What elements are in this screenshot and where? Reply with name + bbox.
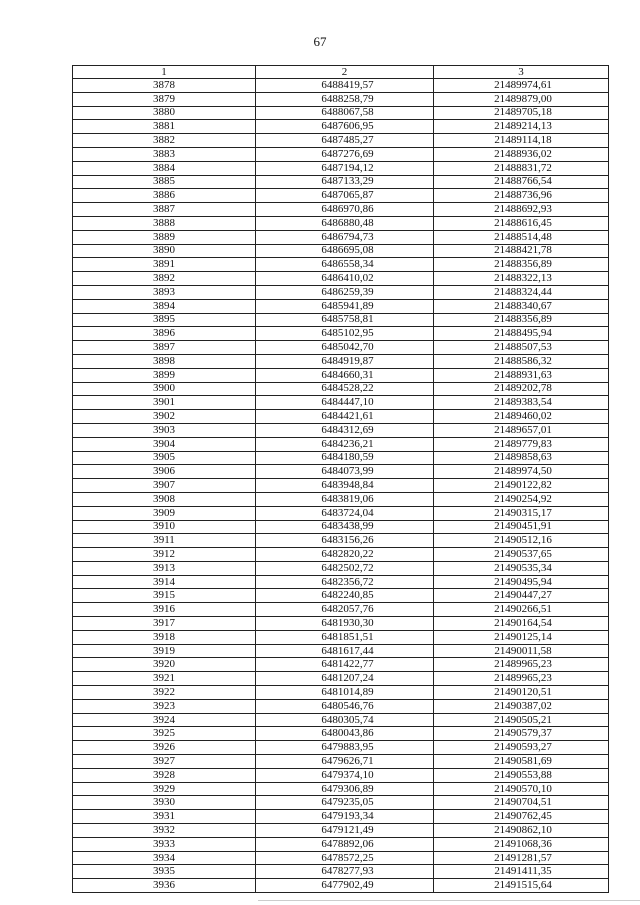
point-number-cell: 3912	[73, 548, 256, 562]
table-row	[73, 258, 609, 272]
x-coordinate-cell: 6487276,69	[256, 147, 434, 161]
x-coordinate-cell: 6487194,12	[256, 161, 434, 175]
coordinates-table	[72, 65, 609, 893]
point-number-cell: 3897	[73, 341, 256, 355]
table-row	[73, 285, 609, 299]
table-row	[73, 782, 609, 796]
y-coordinate-cell: 21489965,23	[434, 672, 609, 686]
point-number-cell: 3910	[73, 520, 256, 534]
y-coordinate-cell: 21490512,16	[434, 534, 609, 548]
y-coordinate-cell: 21490553,88	[434, 768, 609, 782]
y-coordinate-cell: 21490451,91	[434, 520, 609, 534]
x-coordinate-cell: 6479235,05	[256, 796, 434, 810]
x-coordinate-cell: 6486558,34	[256, 258, 434, 272]
table-row	[73, 161, 609, 175]
x-coordinate-cell: 6483438,99	[256, 520, 434, 534]
table-row	[73, 630, 609, 644]
x-coordinate-cell: 6483724,04	[256, 506, 434, 520]
point-number-cell: 3916	[73, 603, 256, 617]
y-coordinate-cell: 21488340,67	[434, 299, 609, 313]
table-row	[73, 810, 609, 824]
point-number-cell: 3902	[73, 410, 256, 424]
x-coordinate-cell: 6486794,73	[256, 230, 434, 244]
x-coordinate-cell: 6484312,69	[256, 423, 434, 437]
y-coordinate-cell: 21490125,14	[434, 630, 609, 644]
table-row	[73, 299, 609, 313]
point-number-cell: 3919	[73, 644, 256, 658]
y-coordinate-cell: 21489383,54	[434, 396, 609, 410]
y-coordinate-cell: 21490254,92	[434, 492, 609, 506]
y-coordinate-cell: 21490570,10	[434, 782, 609, 796]
point-number-cell: 3925	[73, 727, 256, 741]
x-coordinate-cell: 6486970,86	[256, 203, 434, 217]
table-row	[73, 451, 609, 465]
table-row	[73, 147, 609, 161]
x-coordinate-cell: 6479121,49	[256, 824, 434, 838]
y-coordinate-cell: 21490011,58	[434, 644, 609, 658]
x-coordinate-cell: 6480546,76	[256, 699, 434, 713]
x-coordinate-cell: 6481014,89	[256, 686, 434, 700]
y-coordinate-cell: 21490315,17	[434, 506, 609, 520]
table-row	[73, 341, 609, 355]
point-number-cell: 3914	[73, 575, 256, 589]
y-coordinate-cell: 21490164,54	[434, 617, 609, 631]
point-number-cell: 3888	[73, 216, 256, 230]
y-coordinate-cell: 21490862,10	[434, 824, 609, 838]
x-coordinate-cell: 6486880,48	[256, 216, 434, 230]
table-row	[73, 879, 609, 893]
point-number-cell: 3890	[73, 244, 256, 258]
point-number-cell: 3893	[73, 285, 256, 299]
table-row	[73, 189, 609, 203]
y-coordinate-cell: 21488507,53	[434, 341, 609, 355]
x-coordinate-cell: 6484528,22	[256, 382, 434, 396]
x-coordinate-cell: 6479306,89	[256, 782, 434, 796]
point-number-cell: 3882	[73, 134, 256, 148]
x-coordinate-cell: 6487133,29	[256, 175, 434, 189]
y-coordinate-cell: 21488831,72	[434, 161, 609, 175]
point-number-cell: 3913	[73, 561, 256, 575]
table-row	[73, 824, 609, 838]
x-coordinate-cell: 6485042,70	[256, 341, 434, 355]
point-number-cell: 3883	[73, 147, 256, 161]
point-number-cell: 3904	[73, 437, 256, 451]
y-coordinate-cell: 21488766,54	[434, 175, 609, 189]
y-coordinate-cell: 21491411,35	[434, 865, 609, 879]
point-number-cell: 3909	[73, 506, 256, 520]
y-coordinate-cell: 21488514,48	[434, 230, 609, 244]
table-row	[73, 92, 609, 106]
y-coordinate-cell: 21489858,63	[434, 451, 609, 465]
x-coordinate-cell: 6487606,95	[256, 120, 434, 134]
y-coordinate-cell: 21488495,94	[434, 327, 609, 341]
y-coordinate-cell: 21490266,51	[434, 603, 609, 617]
table-row	[73, 755, 609, 769]
x-coordinate-cell: 6482240,85	[256, 589, 434, 603]
x-coordinate-cell: 6484073,99	[256, 465, 434, 479]
point-number-cell: 3896	[73, 327, 256, 341]
y-coordinate-cell: 21489460,02	[434, 410, 609, 424]
point-number-cell: 3930	[73, 796, 256, 810]
x-coordinate-cell: 6480043,86	[256, 727, 434, 741]
table-body	[73, 79, 609, 893]
table-row	[73, 561, 609, 575]
x-coordinate-cell: 6479374,10	[256, 768, 434, 782]
table-row	[73, 120, 609, 134]
y-coordinate-cell: 21490579,37	[434, 727, 609, 741]
table-row	[73, 713, 609, 727]
y-coordinate-cell: 21489705,18	[434, 106, 609, 120]
y-coordinate-cell: 21490447,27	[434, 589, 609, 603]
table-row	[73, 548, 609, 562]
table-row	[73, 520, 609, 534]
point-number-cell: 3926	[73, 741, 256, 755]
table-row	[73, 423, 609, 437]
table-row	[73, 617, 609, 631]
y-coordinate-cell: 21489974,61	[434, 79, 609, 93]
y-coordinate-cell: 21488322,13	[434, 272, 609, 286]
y-coordinate-cell: 21491515,64	[434, 879, 609, 893]
y-coordinate-cell: 21490120,51	[434, 686, 609, 700]
y-coordinate-cell: 21489965,23	[434, 658, 609, 672]
table-row	[73, 589, 609, 603]
table-row	[73, 368, 609, 382]
table-row	[73, 396, 609, 410]
point-number-cell: 3923	[73, 699, 256, 713]
x-coordinate-cell: 6488067,58	[256, 106, 434, 120]
point-number-cell: 3906	[73, 465, 256, 479]
x-coordinate-cell: 6481617,44	[256, 644, 434, 658]
x-coordinate-cell: 6478572,25	[256, 851, 434, 865]
point-number-cell: 3918	[73, 630, 256, 644]
point-number-cell: 3915	[73, 589, 256, 603]
x-coordinate-cell: 6486259,39	[256, 285, 434, 299]
x-coordinate-cell: 6484447,10	[256, 396, 434, 410]
y-coordinate-cell: 21488936,02	[434, 147, 609, 161]
point-number-cell: 3908	[73, 492, 256, 506]
table-row	[73, 382, 609, 396]
x-coordinate-cell: 6479626,71	[256, 755, 434, 769]
point-number-cell: 3917	[73, 617, 256, 631]
table-row	[73, 203, 609, 217]
table-row	[73, 534, 609, 548]
table-row	[73, 106, 609, 120]
point-number-cell: 3911	[73, 534, 256, 548]
x-coordinate-cell: 6480305,74	[256, 713, 434, 727]
y-coordinate-cell: 21489779,83	[434, 437, 609, 451]
x-coordinate-cell: 6487065,87	[256, 189, 434, 203]
y-coordinate-cell: 21488324,44	[434, 285, 609, 299]
y-coordinate-cell: 21490387,02	[434, 699, 609, 713]
y-coordinate-cell: 21488586,32	[434, 354, 609, 368]
y-coordinate-cell: 21490704,51	[434, 796, 609, 810]
point-number-cell: 3901	[73, 396, 256, 410]
table-row	[73, 865, 609, 879]
table-row	[73, 465, 609, 479]
y-coordinate-cell: 21488421,78	[434, 244, 609, 258]
table-row	[73, 79, 609, 93]
y-coordinate-cell: 21488356,89	[434, 258, 609, 272]
point-number-cell: 3936	[73, 879, 256, 893]
x-coordinate-cell: 6479193,34	[256, 810, 434, 824]
y-coordinate-cell: 21491281,57	[434, 851, 609, 865]
x-coordinate-cell: 6488419,57	[256, 79, 434, 93]
x-coordinate-cell: 6484236,21	[256, 437, 434, 451]
table-row	[73, 479, 609, 493]
page-number: 67	[313, 34, 327, 49]
table-row	[73, 230, 609, 244]
point-number-cell: 3879	[73, 92, 256, 106]
x-coordinate-cell: 6488258,79	[256, 92, 434, 106]
table-row	[73, 741, 609, 755]
y-coordinate-cell: 21490593,27	[434, 741, 609, 755]
point-number-cell: 3895	[73, 313, 256, 327]
point-number-cell: 3891	[73, 258, 256, 272]
table-row	[73, 437, 609, 451]
point-number-cell: 3885	[73, 175, 256, 189]
y-coordinate-cell: 21490122,82	[434, 479, 609, 493]
table-row	[73, 727, 609, 741]
point-number-cell: 3903	[73, 423, 256, 437]
point-number-cell: 3933	[73, 837, 256, 851]
x-coordinate-cell: 6477902,49	[256, 879, 434, 893]
x-coordinate-cell: 6486410,02	[256, 272, 434, 286]
x-coordinate-cell: 6479883,95	[256, 741, 434, 755]
point-number-cell: 3924	[73, 713, 256, 727]
y-coordinate-cell: 21489202,78	[434, 382, 609, 396]
x-coordinate-cell: 6481930,30	[256, 617, 434, 631]
x-coordinate-cell: 6485758,81	[256, 313, 434, 327]
y-coordinate-cell: 21489879,00	[434, 92, 609, 106]
point-number-cell: 3931	[73, 810, 256, 824]
point-number-cell: 3889	[73, 230, 256, 244]
table-row	[73, 410, 609, 424]
x-coordinate-cell: 6484919,87	[256, 354, 434, 368]
y-coordinate-cell: 21489214,13	[434, 120, 609, 134]
table-row	[73, 492, 609, 506]
page-edge-line	[258, 900, 640, 901]
point-number-cell: 3880	[73, 106, 256, 120]
table-row	[73, 506, 609, 520]
y-coordinate-cell: 21491068,36	[434, 837, 609, 851]
point-number-cell: 3934	[73, 851, 256, 865]
point-number-cell: 3935	[73, 865, 256, 879]
point-number-cell: 3920	[73, 658, 256, 672]
table-row	[73, 354, 609, 368]
table-row	[73, 796, 609, 810]
table-row	[73, 575, 609, 589]
table-row	[73, 244, 609, 258]
x-coordinate-cell: 6481422,77	[256, 658, 434, 672]
x-coordinate-cell: 6482356,72	[256, 575, 434, 589]
x-coordinate-cell: 6485102,95	[256, 327, 434, 341]
table-row	[73, 272, 609, 286]
table-row	[73, 837, 609, 851]
point-number-cell: 3928	[73, 768, 256, 782]
point-number-cell: 3921	[73, 672, 256, 686]
column-header-x-coordinate: 2	[256, 66, 434, 79]
x-coordinate-cell: 6483156,26	[256, 534, 434, 548]
y-coordinate-cell: 21490762,45	[434, 810, 609, 824]
table-row	[73, 134, 609, 148]
table-row	[73, 216, 609, 230]
point-number-cell: 3878	[73, 79, 256, 93]
point-number-cell: 3929	[73, 782, 256, 796]
x-coordinate-cell: 6487485,27	[256, 134, 434, 148]
table-row	[73, 658, 609, 672]
point-number-cell: 3898	[73, 354, 256, 368]
column-header-y-coordinate: 3	[434, 66, 609, 79]
table-row	[73, 851, 609, 865]
x-coordinate-cell: 6481851,51	[256, 630, 434, 644]
point-number-cell: 3894	[73, 299, 256, 313]
x-coordinate-cell: 6483819,06	[256, 492, 434, 506]
x-coordinate-cell: 6482820,22	[256, 548, 434, 562]
y-coordinate-cell: 21490581,69	[434, 755, 609, 769]
y-coordinate-cell: 21490535,34	[434, 561, 609, 575]
y-coordinate-cell: 21488692,93	[434, 203, 609, 217]
x-coordinate-cell: 6484180,59	[256, 451, 434, 465]
x-coordinate-cell: 6484421,61	[256, 410, 434, 424]
table-row	[73, 313, 609, 327]
y-coordinate-cell: 21488736,96	[434, 189, 609, 203]
y-coordinate-cell: 21488356,89	[434, 313, 609, 327]
table-header-row	[73, 66, 609, 79]
y-coordinate-cell: 21490537,65	[434, 548, 609, 562]
point-number-cell: 3886	[73, 189, 256, 203]
x-coordinate-cell: 6478277,93	[256, 865, 434, 879]
point-number-cell: 3887	[73, 203, 256, 217]
table-row	[73, 175, 609, 189]
x-coordinate-cell: 6482057,76	[256, 603, 434, 617]
x-coordinate-cell: 6481207,24	[256, 672, 434, 686]
point-number-cell: 3905	[73, 451, 256, 465]
x-coordinate-cell: 6483948,84	[256, 479, 434, 493]
y-coordinate-cell: 21488931,63	[434, 368, 609, 382]
x-coordinate-cell: 6478892,06	[256, 837, 434, 851]
table-row	[73, 686, 609, 700]
table-row	[73, 768, 609, 782]
y-coordinate-cell: 21489114,18	[434, 134, 609, 148]
table-row	[73, 644, 609, 658]
point-number-cell: 3892	[73, 272, 256, 286]
point-number-cell: 3907	[73, 479, 256, 493]
point-number-cell: 3899	[73, 368, 256, 382]
x-coordinate-cell: 6485941,89	[256, 299, 434, 313]
point-number-cell: 3922	[73, 686, 256, 700]
table-row	[73, 603, 609, 617]
column-header-point-number: 1	[73, 66, 256, 79]
point-number-cell: 3927	[73, 755, 256, 769]
y-coordinate-cell: 21488616,45	[434, 216, 609, 230]
y-coordinate-cell: 21490505,21	[434, 713, 609, 727]
point-number-cell: 3932	[73, 824, 256, 838]
x-coordinate-cell: 6484660,31	[256, 368, 434, 382]
table-row	[73, 699, 609, 713]
table-row	[73, 672, 609, 686]
point-number-cell: 3900	[73, 382, 256, 396]
x-coordinate-cell: 6486695,08	[256, 244, 434, 258]
point-number-cell: 3884	[73, 161, 256, 175]
y-coordinate-cell: 21489657,01	[434, 423, 609, 437]
point-number-cell: 3881	[73, 120, 256, 134]
x-coordinate-cell: 6482502,72	[256, 561, 434, 575]
y-coordinate-cell: 21489974,50	[434, 465, 609, 479]
table-row	[73, 327, 609, 341]
y-coordinate-cell: 21490495,94	[434, 575, 609, 589]
